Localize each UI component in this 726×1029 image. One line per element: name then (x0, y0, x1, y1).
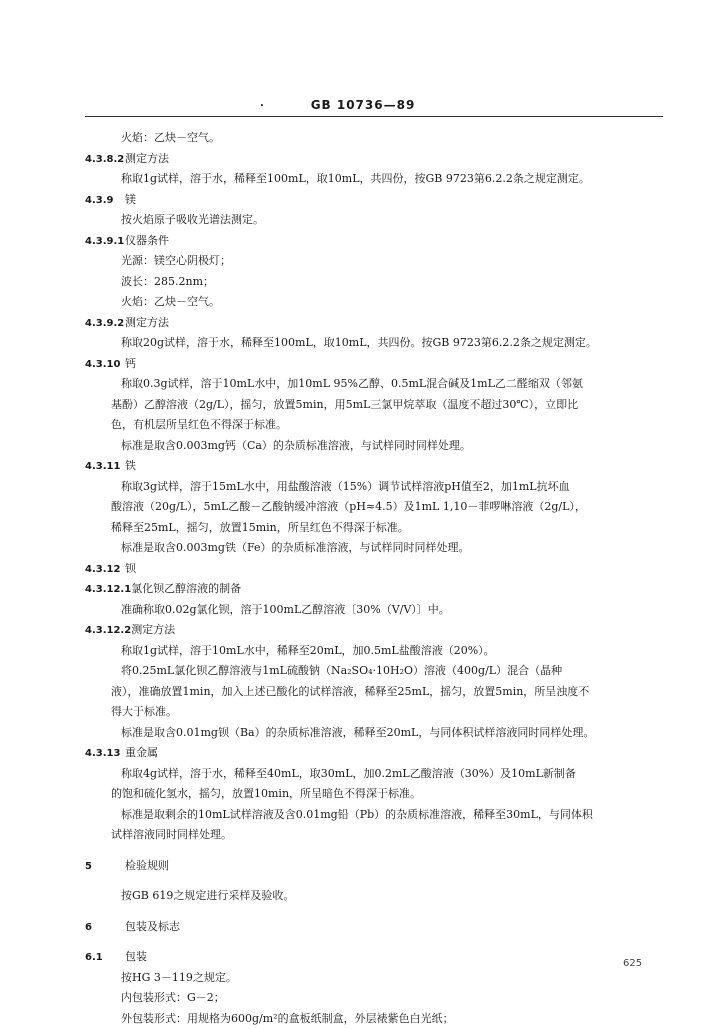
section-heading (85, 620, 665, 641)
section-heading (85, 743, 665, 764)
text-line: 称取3g试样，溶于15mL水中，用盐酸溶液（15%）调节试样溶液pH值至2，加1mL抗坏血 (85, 477, 665, 498)
section-heading (85, 947, 665, 968)
text-line: 火焰：乙炔－空气。 (85, 128, 665, 149)
section-heading (85, 313, 665, 334)
section-heading (85, 231, 665, 252)
text-line: 光源：镁空心阴极灯； (85, 251, 665, 272)
text-line: 称取1g试样，溶于10mL水中，稀释至20mL，加0.5mL盐酸溶液（20%）。 (85, 641, 665, 662)
section-number: 4.3.11 (85, 457, 125, 477)
page-number: 625 (623, 958, 642, 969)
section-heading (85, 856, 665, 877)
text-line: 准确称取0.02g氯化钡，溶于100mL乙醇溶液〔30%（V/V）〕中。 (85, 600, 665, 621)
section-heading (85, 354, 665, 375)
text-line: 液），准确放置1min，加入上述已酸化的试样溶液，稀释至25mL，摇匀，放置5min，所呈浊度不 (85, 682, 665, 703)
section-heading (85, 917, 665, 938)
section-heading (85, 559, 665, 580)
section-number: 4.3.9.2 (85, 314, 125, 334)
text-line: 称取4g试样，溶于水，稀释至40mL，取30mL，加0.2mL乙酸溶液（30%）及10mL新制备 (85, 764, 665, 785)
standard-code: GB 10736—89 (311, 98, 416, 112)
section-number: 4.3.9 (85, 191, 125, 211)
section-gap (85, 846, 665, 856)
text-line: 稀释至25mL，摇匀，放置15min，所呈红色不得深于标准。 (85, 518, 665, 539)
section-title: 铁 (125, 459, 136, 472)
text-line: 波长：285.2nm； (85, 272, 665, 293)
section-number: 4.3.12.1 (85, 580, 131, 600)
text-line: 火焰：乙炔－空气。 (85, 292, 665, 313)
header-rule (85, 116, 663, 117)
text-line: 标准是取含0.003mg钙（Ca）的杂质标准溶液，与试样同时同样处理。 (85, 436, 665, 457)
text-line: 基酚）乙醇溶液（2g/L），摇匀，放置5min，用5mL三氯甲烷萃取（温度不超过30℃），立即比 (85, 395, 665, 416)
text-line: 标准是取剩余的10mL试样溶液及含0.01mg铅（Pb）的杂质标准溶液，稀释至30mL，与同体积 (85, 805, 665, 826)
text-line: 得大于标准。 (85, 702, 665, 723)
section-title: 氯化钡乙醇溶液的制备 (131, 582, 241, 595)
text-line: 标准是取含0.003mg铁（Fe）的杂质标准溶液，与试样同时同样处理。 (85, 538, 665, 559)
text-line: 色，有机层所呈红色不得深于标准。 (85, 415, 665, 436)
section-title: 包装及标志 (125, 920, 180, 933)
section-number: 4.3.8.2 (85, 150, 125, 170)
section-number: 4.3.10 (85, 355, 125, 375)
section-heading (85, 579, 665, 600)
section-title: 钡 (125, 562, 136, 575)
section-number: 4.3.9.1 (85, 232, 125, 252)
section-title: 镁 (125, 193, 136, 206)
section-number: 6 (85, 918, 125, 938)
section-number: 4.3.12.2 (85, 621, 131, 641)
text-line: 酸溶液（20g/L），5mL乙酸－乙酸钠缓冲溶液（pH≈4.5）及1mL 1,10－菲啰啉溶液（2g/L）， (85, 497, 665, 518)
section-gap (85, 937, 665, 947)
text-line: 按HG 3－119之规定。 (85, 968, 665, 989)
text-line: 将0.25mL氯化钡乙醇溶液与1mL硫酸钠（Na₂SO₄·10H₂O）溶液（400g/L）混合（晶种 (85, 661, 665, 682)
text-line: 外包装形式：用规格为600g/m²的盒板纸制盒，外层裱紫色白光纸； (85, 1009, 665, 1029)
section-heading (85, 456, 665, 477)
text-line: 称取1g试样，溶于水，稀释至100mL，取10mL，共四份，按GB 9723第6.2.2条之规定测定。 (85, 169, 665, 190)
section-title: 钙 (125, 357, 136, 370)
document-body (85, 128, 665, 1029)
text-line: 标准是取含0.01mg钡（Ba）的杂质标准溶液，稀释至20mL，与同体积试样溶液同时同样处理。 (85, 723, 665, 744)
text-line: 内包装形式：G－2； (85, 988, 665, 1009)
document-header (0, 98, 726, 112)
text-line: 按火焰原子吸收光谱法测定。 (85, 210, 665, 231)
section-title: 测定方法 (131, 623, 175, 636)
section-title: 包装 (125, 950, 147, 963)
section-number: 6.1 (85, 948, 125, 968)
section-heading (85, 190, 665, 211)
section-title: 测定方法 (125, 316, 169, 329)
text-line: 称取20g试样，溶于水，稀释至100mL，取10mL，共四份。按GB 9723第6.2.2条之规定测定。 (85, 333, 665, 354)
section-number: 5 (85, 857, 125, 877)
header-dot: . (260, 98, 265, 109)
text-line: 按GB 619之规定进行采样及验收。 (85, 886, 665, 907)
text-line: 称取0.3g试样，溶于10mL水中，加10mL 95%乙醇、0.5mL混合碱及1mL乙二醛缩双（邻氨 (85, 374, 665, 395)
text-line: 试样溶液同时同样处理。 (85, 825, 665, 846)
text-line: 的饱和硫化氢水，摇匀，放置10min，所呈暗色不得深于标准。 (85, 784, 665, 805)
section-title: 重金属 (125, 746, 158, 759)
section-number: 4.3.12 (85, 560, 125, 580)
section-gap (85, 876, 665, 886)
section-gap (85, 907, 665, 917)
section-title: 检验规则 (125, 859, 169, 872)
section-title: 仪器条件 (125, 234, 169, 247)
section-number: 4.3.13 (85, 744, 125, 764)
section-heading (85, 149, 665, 170)
section-title: 测定方法 (125, 152, 169, 165)
